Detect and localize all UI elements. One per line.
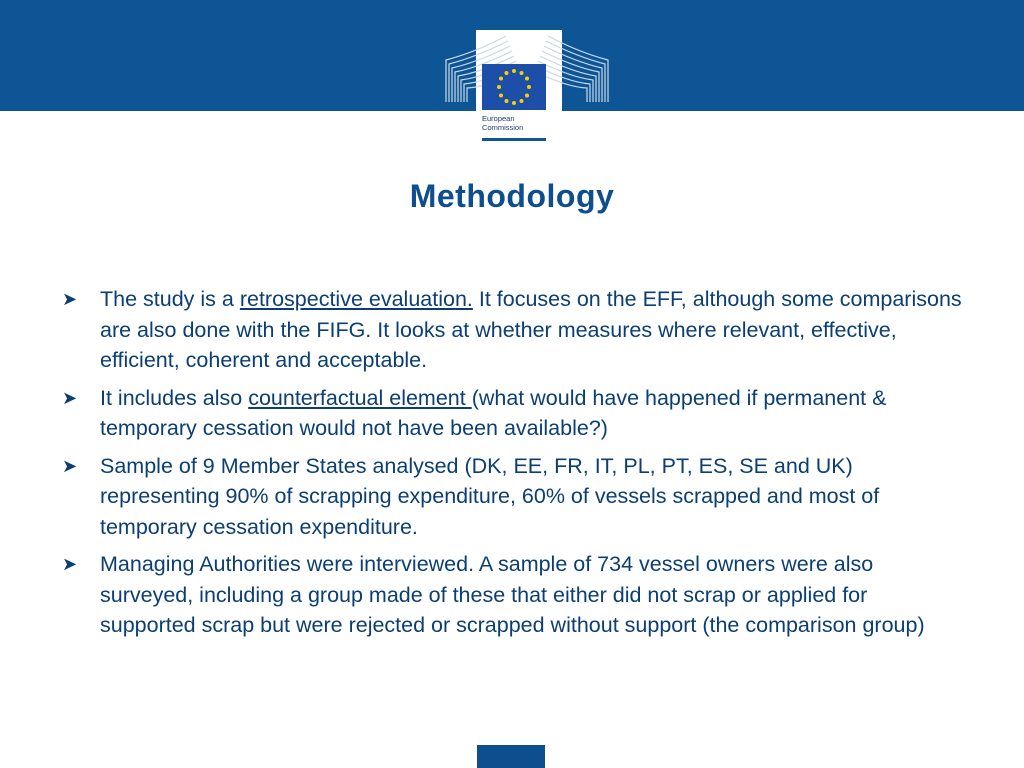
bullet-text-before: It includes also bbox=[100, 385, 249, 410]
bullet-item bbox=[62, 284, 962, 376]
slide-title: Methodology bbox=[409, 178, 615, 214]
bullet-underlined-text: retrospective evaluation. bbox=[239, 287, 473, 311]
bullet-item bbox=[62, 549, 962, 641]
bullet-text-before: The study is a bbox=[100, 287, 240, 311]
arrow-bullet-icon: ➤ bbox=[62, 554, 78, 574]
bullet-text: Managing Authorities were interviewed. A sample of 734 vessel owners were also surveyed, including a group made of these that either did not scrap or applied for supported scrap but were rejected or scrapped without support (the comparison group) bbox=[100, 552, 925, 637]
european-commission-logo bbox=[436, 30, 616, 144]
bullet-list bbox=[62, 284, 962, 648]
bullet-item bbox=[62, 451, 962, 543]
arrow-bullet-icon: ➤ bbox=[62, 289, 78, 309]
logo-underline bbox=[482, 138, 546, 141]
logo-text-line2: Commission bbox=[482, 123, 524, 132]
bullet-text-after: (what would have happened if permanent & temporary cessation would not have been available?) bbox=[100, 385, 887, 440]
bullet-underlined-text: counterfactual element bbox=[248, 385, 472, 410]
bullet-item bbox=[62, 383, 962, 444]
arrow-bullet-icon: ➤ bbox=[62, 455, 78, 476]
logo-graphic bbox=[436, 30, 616, 144]
logo-text-line1: European bbox=[482, 114, 515, 123]
footer-tab bbox=[477, 745, 545, 768]
bullet-text: Sample of 9 Member States analysed (DK, EE, FR, IT, PL, PT, ES, SE and UK) representing 90% of scrapping expenditure, 60% of vessels scrapped and most of temporary cessation expenditure. bbox=[100, 453, 880, 539]
arrow-bullet-icon: ➤ bbox=[62, 387, 78, 408]
bullet-text-after: It focuses on the EFF, although some comparisons are also done with the FIFG. It looks at whether measures where relevant, effective, efficient, coherent and acceptable. bbox=[100, 287, 962, 372]
